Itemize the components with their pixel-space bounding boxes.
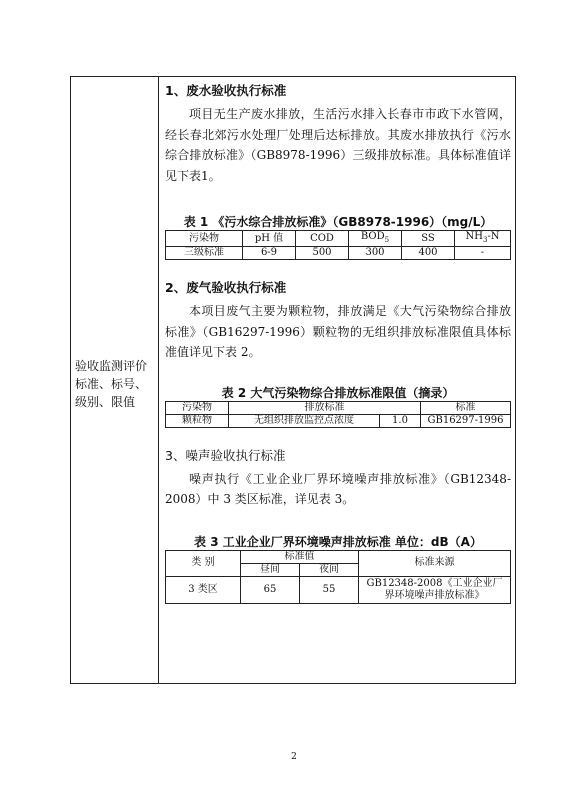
table-cell: 6-9 — [243, 247, 296, 260]
section2-heading: 2、废气验收执行标准 — [165, 280, 287, 295]
table-cell: GB16297-1996 — [421, 414, 511, 427]
table-cell: pH 值 — [243, 231, 296, 247]
table-row — [166, 550, 511, 563]
table-cell: 标准来源 — [359, 550, 511, 576]
table1-caption: 表 1 《污水综合排放标准》（GB8978-1996）（mg/L） — [183, 215, 493, 229]
side-label: 验收监测评价标准、标号、级别、限值 — [75, 359, 148, 409]
table-cell: 500 — [296, 247, 349, 260]
section3-heading: 3、噪声验收执行标准 — [165, 447, 286, 463]
table-cell: 排放标准 — [229, 401, 421, 414]
table-cell: 颗粒物 — [166, 414, 229, 427]
table-cell: 1.0 — [380, 414, 421, 427]
table-cell: 400 — [402, 247, 455, 260]
table-row — [166, 247, 511, 260]
page-number: 2 — [291, 752, 297, 762]
table-cell: 夜间 — [300, 563, 359, 576]
table-cell: 类 别 — [166, 550, 241, 576]
table1 — [165, 230, 511, 260]
section1-heading: 1、废水验收执行标准 — [165, 83, 287, 98]
table-cell: 65 — [241, 576, 300, 603]
column-divider — [158, 77, 159, 683]
table-cell: $BOD_5$ — [349, 231, 402, 247]
content-frame — [70, 76, 516, 684]
table-cell: 无组织排放监控点浓度 — [229, 414, 380, 427]
table-cell: 标准值 — [241, 550, 359, 563]
table-cell: 三级标准 — [166, 247, 243, 260]
table-row — [166, 414, 511, 427]
table3-caption: 表 3 工业企业厂界环境噪声排放标准 单位：dB（A） — [194, 534, 482, 549]
table-cell: 3 类区 — [166, 576, 241, 603]
section1-paragraph: 项目无生产废水排放，生活污水排入长春市市政下水管网，经长春北郊污水处理厂处理后达标排放。其废水排放执行《污水综合排放标准》（GB8978-1996）三级排放标准。具体标准值详见下表1。 — [165, 107, 511, 183]
table-cell: GB12348-2008《工业企业厂界环境噪声排放标准》 — [359, 576, 511, 603]
main-content — [165, 81, 511, 604]
table2 — [165, 401, 511, 428]
table-cell: 55 — [300, 576, 359, 603]
table2-caption: 表 2 大气污染物综合排放标准限值（摘录） — [221, 385, 455, 400]
table-cell: - — [455, 247, 511, 260]
table-row — [166, 231, 511, 247]
table-row — [166, 401, 511, 414]
table3 — [165, 550, 511, 604]
table-cell: 300 — [349, 247, 402, 260]
table-row — [166, 576, 511, 603]
table-cell: 昼间 — [241, 563, 300, 576]
section3-paragraph: 噪声执行《工业企业厂界环境噪声排放标准》（GB12348-2008）中 3 类区标准，详见表 3。 — [165, 471, 511, 506]
table-cell: $NH_3-N$ — [455, 231, 511, 247]
section2-paragraph: 本项目废气主要为颗粒物，排放满足《大气污染物综合排放标准》（GB16297-1996）颗粒物的无组织排放标准限值具体标准值详见下表 2。 — [165, 304, 511, 359]
table-cell: 标准 — [421, 401, 511, 414]
table-cell: SS — [402, 231, 455, 247]
table-cell: 污染物 — [166, 231, 243, 247]
table-cell: COD — [296, 231, 349, 247]
table-cell: 污染物 — [166, 401, 229, 414]
